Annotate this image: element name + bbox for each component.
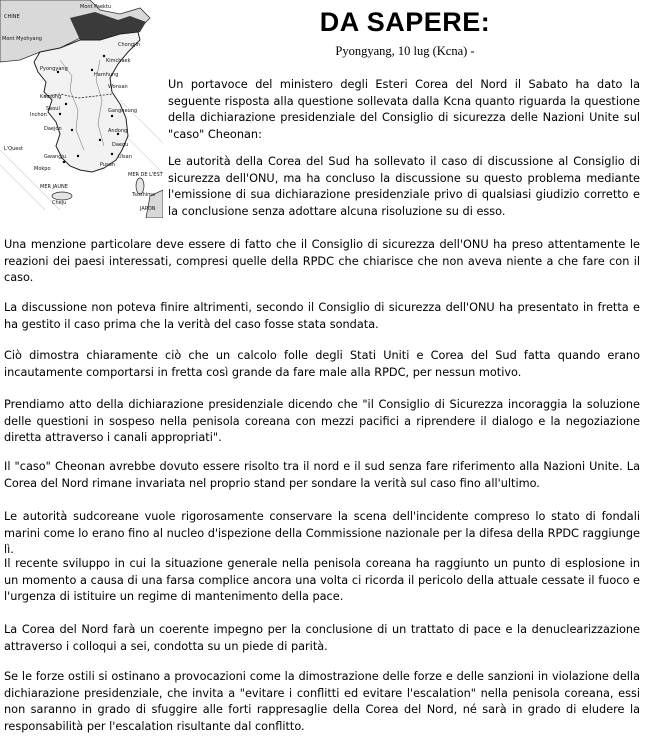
dateline: Pyongyang, 10 lug (Kcna) - (335, 44, 475, 58)
svg-text:Mokpo: Mokpo (34, 166, 51, 172)
svg-text:Daegu: Daegu (112, 142, 129, 148)
svg-text:Mont Myohyang: Mont Myohyang (2, 36, 42, 42)
svg-text:Kaesong: Kaesong (40, 94, 62, 100)
paragraph-6: Prendiamo atto della dichiarazione presidenziale dicendo che "il Consiglio di Sicurezza incoraggia la soluzione delle questioni in sospeso nella penisola coreana con mezzi pacifici a riprendere il dialogo e la negoziazione diretta attraverso i canali appropriati". (4, 398, 640, 445)
svg-text:Daejon: Daejon (44, 126, 62, 132)
svg-text:Pyongyang: Pyongyang (40, 66, 68, 72)
korea-map-icon (0, 0, 163, 218)
svg-text:JAPON: JAPON (140, 206, 156, 212)
svg-text:Inchon: Inchon (30, 112, 47, 118)
svg-text:Cheju: Cheju (52, 200, 67, 206)
svg-text:Gwangju: Gwangju (44, 154, 66, 160)
paragraph-5: Ciò dimostra chiaramente ciò che un calcolo folle degli Stati Uniti e Corea del Sud fatta quando erano incautamente comportarsi in fretta così grande da fare male alla RPDC, per nessun motivo. (4, 349, 640, 379)
paragraph-10: La Corea del Nord farà un coerente impegno per la conclusione di un trattato di pace e la denuclearizzazione attraverso i colloqui a sei, condotta su un piede di parità. (4, 623, 640, 653)
svg-text:Gangneung: Gangneung (108, 108, 138, 114)
svg-text:Andong: Andong (108, 128, 128, 134)
paragraph-1: Un portavoce del ministero degli Esteri Corea del Nord il Sabato ha dato la seguente risposta alla questione sollevata dalla Kcna quanto riguarda la questione della dichiarazione presidenziale del Consiglio di sicurezza delle Nazioni Unite sul "caso" Cheonan: (168, 78, 640, 141)
paragraph-11: Se le forze ostili si ostinano a provocazioni come la dimostrazione delle forze e delle sanzioni in violazione della dichiarazione presidenziale, che invita a "evitare i conflitti ed evitare l'escalation" nella penisola coreana, essi non saranno in grado di sfuggire alle forti rappresaglie della Corea del Nord, né sarà in grado di eludere la responsabilità per l'escalation risultante dal conflitto. (4, 670, 640, 733)
paragraph-8: Le autorità sudcoreane vuole rigorosamente conservare la scena dell'incidente compreso lo stato di fondali marini come lo erano fino al nucleo d'ispezione della Commissione nazionale per la difesa della RPDC raggiunge lì. (4, 510, 640, 557)
svg-text:MER JAUNE: MER JAUNE (40, 184, 68, 190)
svg-text:Wonsan: Wonsan (108, 84, 128, 90)
svg-text:MER DE L'EST: MER DE L'EST (128, 172, 163, 178)
paragraph-4: La discussione non poteva finire altrimenti, secondo il Consiglio di sicurezza dell'ONU ha presentato in fretta e ha gestito il caso prima che la verità del caso fosse stata sondata. (4, 301, 640, 331)
svg-text:Chongjin: Chongjin (118, 42, 141, 48)
paragraph-7: Il "caso" Cheonan avrebbe dovuto essere risolto tra il nord e il sud senza fare riferimento alla Nazioni Unite. La Corea del Nord rimane invariata nel proprio stand per sondare la verità sul caso fino all'ultimo. (4, 460, 640, 490)
paragraph-3: Una menzione particolare deve essere di fatto che il Consiglio di sicurezza dell'ONU ha preso attentamente le reazioni dei paesi interessati, compresi quelle della RPDC che chiarisce che non aveva niente a che fare con il caso. (4, 238, 640, 285)
svg-text:CHINE: CHINE (4, 14, 20, 20)
svg-text:Ulsan: Ulsan (118, 154, 132, 160)
svg-text:Pusan: Pusan (100, 162, 115, 168)
paragraph-9: Il recente sviluppo in cui la situazione generale nella penisola coreana ha raggiunto un punto di esplosione in un momento a causa di una farsa complice ancora una volta ci ricorda il pericolo della attuale cessate il fuoco e l'urgenza di istituire un regime di mantenimento della pace. (4, 557, 640, 604)
svg-text:Mont Paektu: Mont Paektu (80, 4, 112, 10)
svg-text:Hamhung: Hamhung (94, 72, 119, 78)
svg-text:Tsushima: Tsushima (132, 192, 156, 198)
page-title: DA SAPERE: (319, 7, 491, 37)
paragraph-2: Le autorità della Corea del Sud ha sollevato il caso di discussione al Consiglio di sicurezza dell'ONU, ma ha concluso la discussione su questo problema mediante l'emissione di sua dichiarazione presidenziale privo di qualsiasi giudizio corretto e la conclusione senza adottare alcuna risoluzione su di esso. (168, 155, 640, 218)
svg-text:Kimchaek: Kimchaek (106, 58, 131, 64)
svg-text:L'Quest: L'Quest (4, 146, 23, 152)
svg-text:Seoul: Seoul (46, 106, 60, 112)
